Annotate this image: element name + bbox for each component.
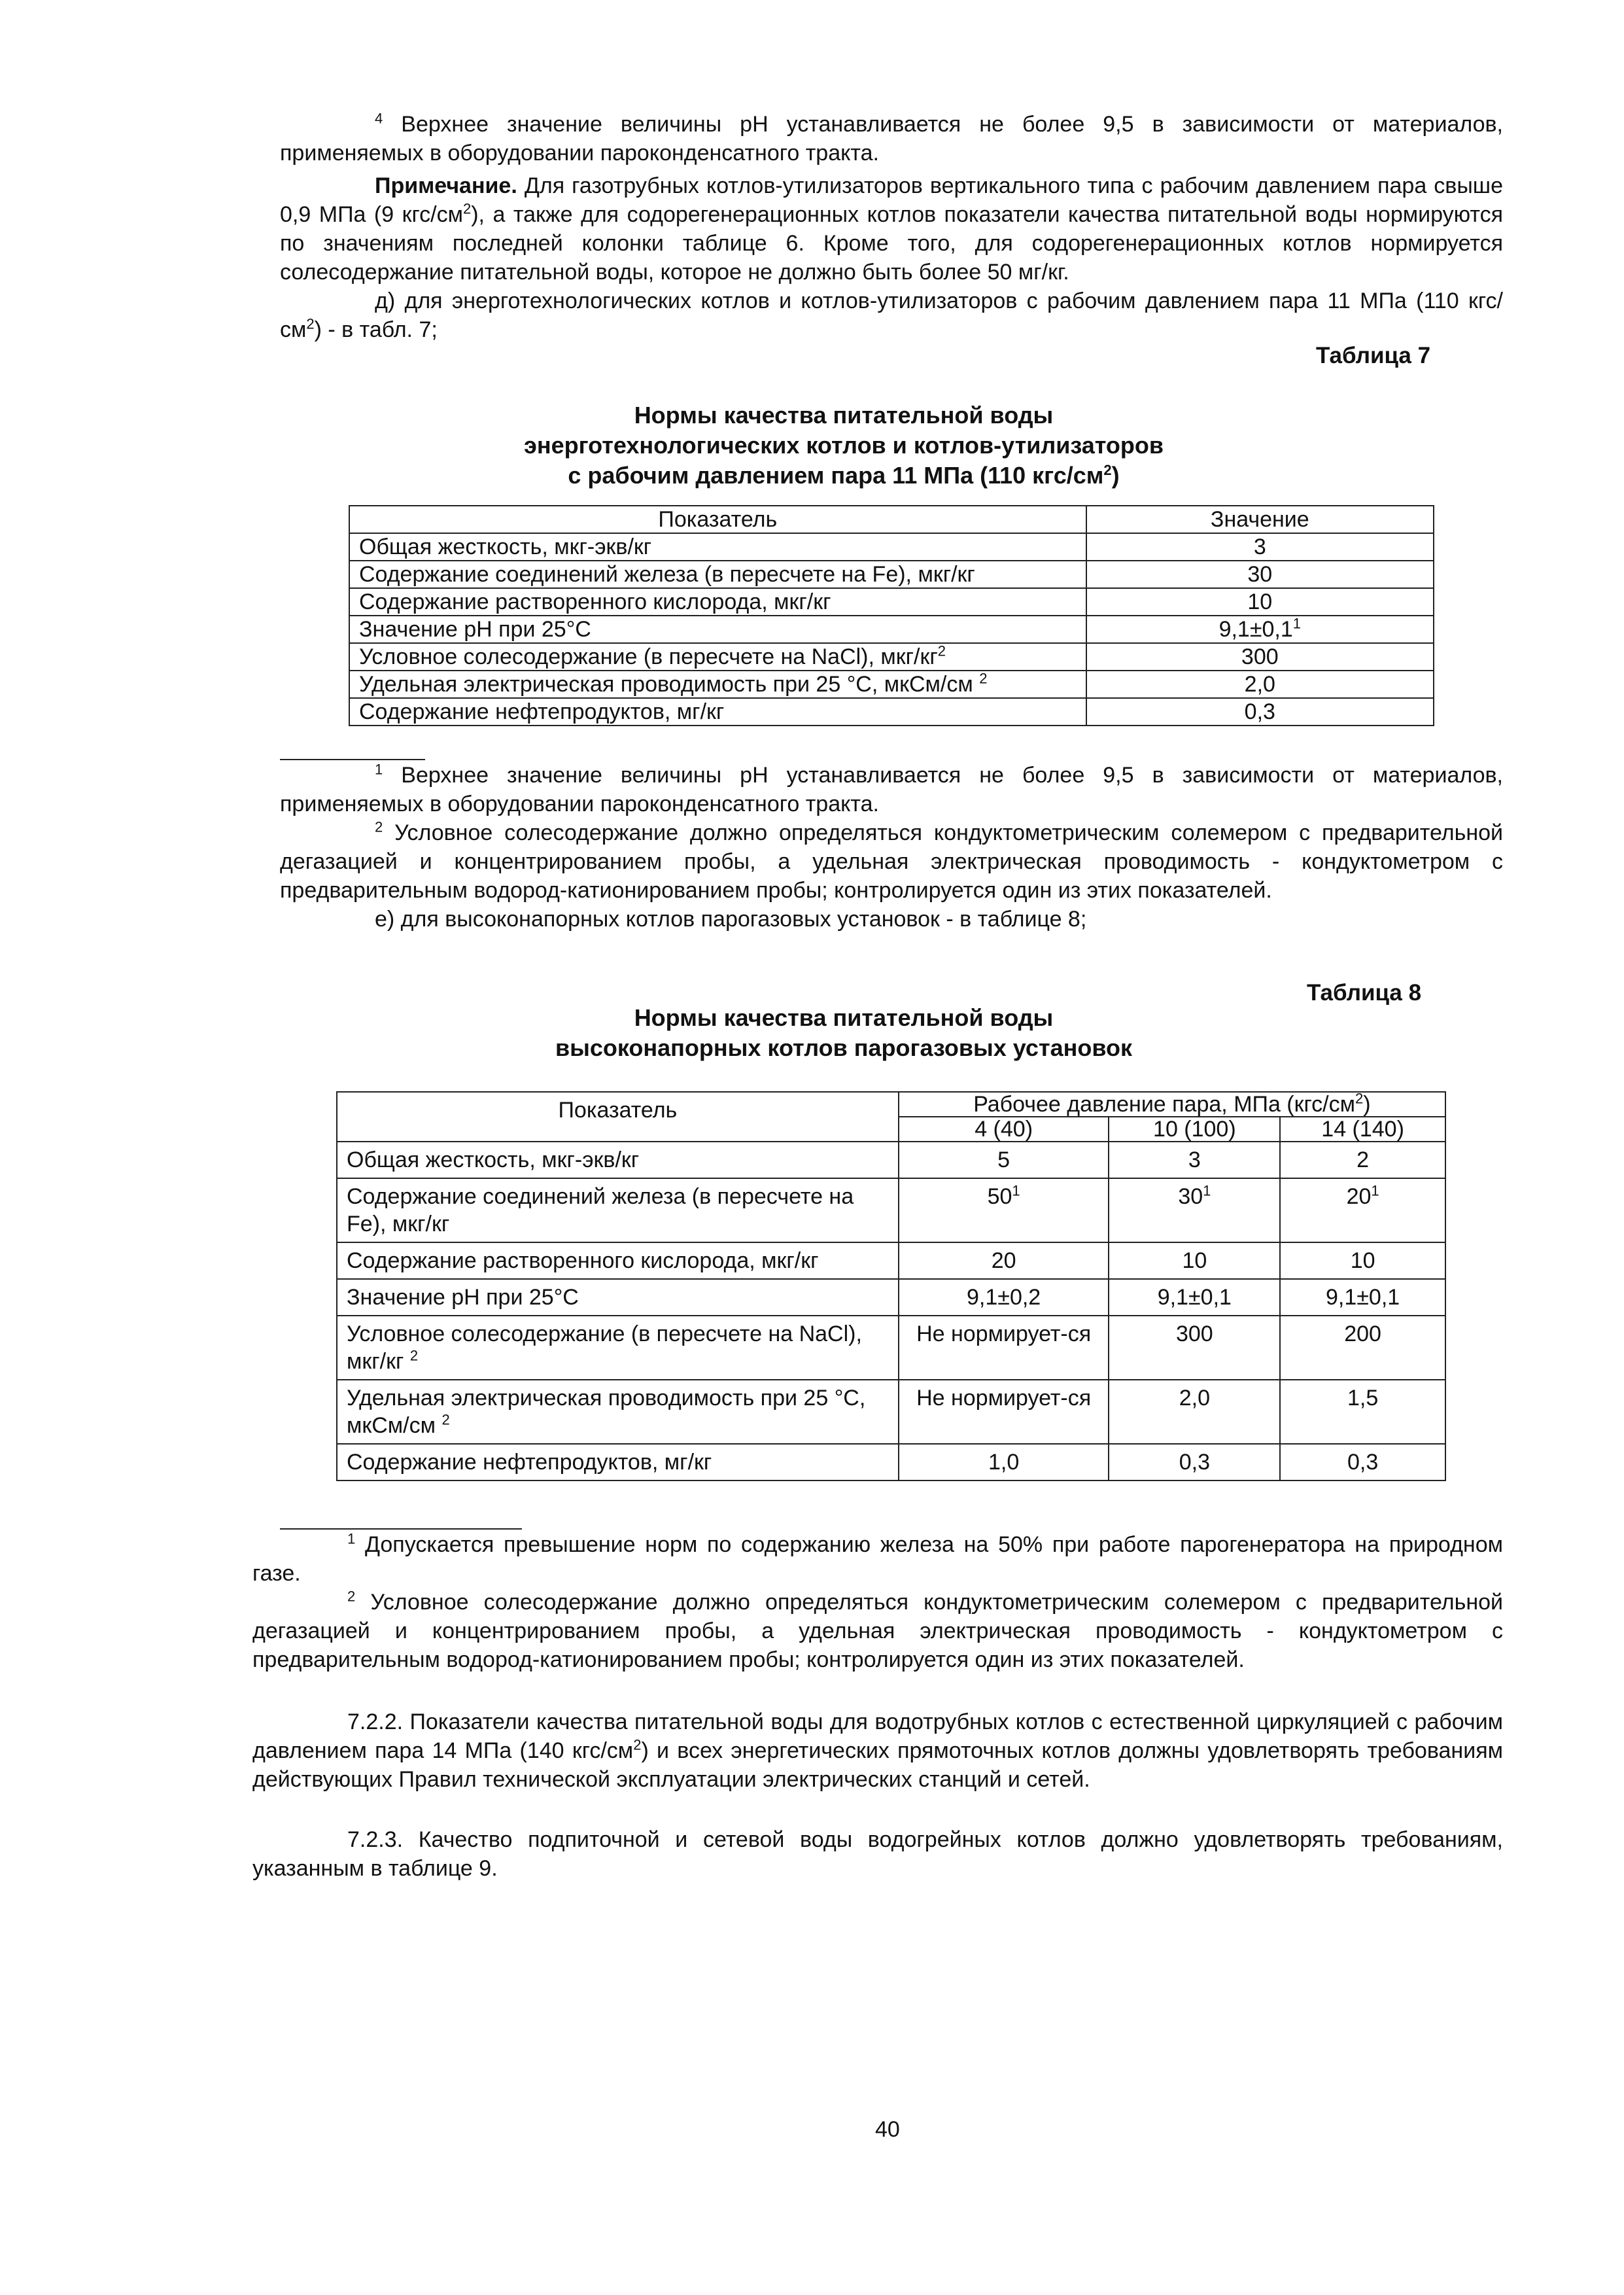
table7-footnote1-mark: 1: [375, 761, 383, 778]
table-row: [349, 671, 1434, 698]
table8-footnote1-mark: 1: [347, 1530, 356, 1547]
table8-footnote-rule: [280, 1528, 522, 1530]
table8-pressure-3: 14 (140): [1280, 1117, 1445, 1142]
table7-value-cell-sup: 1: [1292, 615, 1302, 632]
table8-value-cell-text: 9,1±0,1: [1157, 1285, 1232, 1310]
table7: [349, 505, 1434, 726]
table7-header-value: Значение: [1086, 506, 1434, 533]
paragraph-7-2-2: [252, 1708, 1503, 1794]
table-row: [337, 1178, 1445, 1242]
table7-param-cell: [349, 643, 1086, 671]
table8-header-group-text: Рабочее давление пара, МПа (кгс/см: [973, 1092, 1355, 1117]
table8-param-cell: [337, 1178, 899, 1242]
table7-param-cell-text: Содержание нефтепродуктов, мг/кг: [359, 699, 725, 724]
table7-title-line1: Нормы качества питательной воды: [634, 402, 1054, 429]
table-row: [349, 616, 1434, 643]
note-sup: 2: [462, 200, 472, 217]
table7-title-line3-text: с рабочим давлением пара 11 МПа (110 кгс/см: [568, 462, 1104, 489]
table7-title: [458, 400, 1230, 491]
table8-footnote1: Допускается превышение норм по содержанию железа на 50% при работе парогенератора на природном газе.: [252, 1532, 1503, 1586]
table7-value-cell: [1086, 588, 1434, 616]
table7-value-cell-text: 2,0: [1244, 672, 1275, 697]
table8-value-cell-text: 10: [1182, 1248, 1207, 1273]
table7-value-cell-text: 9,1±0,1: [1218, 617, 1293, 642]
table8-header-row: [337, 1092, 1445, 1117]
table8-param-cell: [337, 1142, 899, 1178]
table8-header-group-end: ): [1363, 1092, 1371, 1117]
table8-value-cell: [1109, 1316, 1280, 1380]
table7-footnotes: [280, 761, 1503, 934]
table8-value-cell-text: 2,0: [1179, 1386, 1210, 1410]
table7-param-cell: [349, 561, 1086, 588]
table8-value-cell: [1109, 1279, 1280, 1316]
table7-title-line2: энерготехнологических котлов и котлов-утилизаторов: [523, 432, 1164, 459]
table7-value-cell-text: 10: [1247, 589, 1273, 614]
item-d-paragraph: [280, 287, 1503, 344]
table8-footnote2: Условное солесодержание должно определяться кондуктометрическим солемером с предварительной дегазацией и концентрированием пробы, а удельная электрическая проводимость - кондуктометром с предварительным водород-катионированием пробы; контролируется один из этих показателей.: [252, 1590, 1504, 1672]
table7-header-row: [349, 506, 1434, 533]
table7-param-cell: [349, 616, 1086, 643]
table8-param-cell-text: Общая жесткость, мкг-экв/кг: [347, 1148, 640, 1172]
table8-value-cell: [899, 1178, 1109, 1242]
paragraph-7-2-3-text: 7.2.3. Качество подпиточной и сетевой воды водогрейных котлов должно удовлетворять требованиям, указанным в таблице 9.: [252, 1827, 1503, 1881]
paragraph-7-2-2-text: 7.2.2. Показатели качества питательной воды для водотрубных котлов с естественной циркуляцией с рабочим давлением пара 14 МПа (140 кгс/см: [252, 1709, 1503, 1763]
table8-value-cell: [1280, 1316, 1445, 1380]
table8-value-cell: [899, 1242, 1109, 1279]
table8-param-cell-text: Содержание нефтепродуктов, мг/кг: [347, 1450, 712, 1475]
table-row: [349, 643, 1434, 671]
table8-value-cell: [899, 1380, 1109, 1444]
table7-value-cell: [1086, 533, 1434, 561]
table8-value-cell: [899, 1142, 1109, 1178]
table8-value-cell-text: Не нормирует-ся: [916, 1386, 1092, 1410]
table8-title-line2: высоконапорных котлов парогазовых установок: [555, 1034, 1133, 1061]
table8-value-cell-text: 20: [1346, 1184, 1372, 1209]
item-d-text: д) для энерготехнологических котлов и котлов-утилизаторов с рабочим давлением пара 11 МПа (110 кгс/см: [280, 289, 1503, 342]
table7-footnote1: Верхнее значение величины pH устанавливается не более 9,5 в зависимости от материалов, применяемых в оборудовании пароконденсатного тракта.: [280, 763, 1503, 816]
table8-value-cell: [1280, 1380, 1445, 1444]
table7-param-cell: [349, 698, 1086, 726]
table8-value-cell-text: 0,3: [1347, 1450, 1379, 1475]
item-d-sup: 2: [306, 315, 315, 332]
table8: [336, 1091, 1446, 1481]
table8-param-cell: [337, 1444, 899, 1480]
table-row: [337, 1316, 1445, 1380]
table8-value-cell-sup: 1: [1203, 1182, 1211, 1199]
table8-value-cell-text: 30: [1178, 1184, 1203, 1209]
table8-value-cell: [899, 1444, 1109, 1480]
table8-param-cell-text: Содержание соединений железа (в пересчете на Fe), мкг/кг: [347, 1184, 854, 1236]
table-row: [337, 1279, 1445, 1316]
table7-value-cell-text: 30: [1247, 562, 1273, 587]
table7-value-cell-text: 0,3: [1244, 699, 1275, 724]
table8-param-cell-text: Условное солесодержание (в пересчете на NaCl), мкг/кг: [347, 1322, 862, 1374]
table7-param-cell: [349, 588, 1086, 616]
table7-caption: Таблица 7: [1316, 343, 1431, 368]
table8-value-cell-text: 1,5: [1347, 1386, 1379, 1410]
table8-value-cell-text: 200: [1344, 1322, 1381, 1346]
table8-value-cell-text: 1,0: [988, 1450, 1020, 1475]
table7-param-cell-text: Общая жесткость, мкг-экв/кг: [359, 534, 652, 559]
table8-value-cell: [1109, 1142, 1280, 1178]
note-text-end: ), а также для содорегенерационных котлов показатели качества питательной воды нормируются по значениям последней колонки таблице 6. Кроме того, для содорегенерационных котлов нормируется солесодержание питательной воды, которое не должно быть более 50 мг/кг.: [280, 202, 1503, 285]
table7-param-cell-text: Удельная электрическая проводимость при 25 °С, мкСм/см: [359, 672, 980, 697]
table8-value-cell: [1280, 1444, 1445, 1480]
table8-footnote2-mark: 2: [347, 1588, 356, 1605]
table8-value-cell: [1280, 1178, 1445, 1242]
table8-param-cell-sup: 2: [409, 1347, 419, 1364]
table8-param-cell-text: Удельная электрическая проводимость при 25 °С, мкСм/см: [347, 1386, 866, 1438]
table7-param-cell-text: Содержание растворенного кислорода, мкг/кг: [359, 589, 831, 614]
table-row: [349, 588, 1434, 616]
table8-value-cell: [1280, 1279, 1445, 1316]
table8-value-cell-text: 20: [991, 1248, 1016, 1273]
table-row: [349, 533, 1434, 561]
table8-value-cell-text: 300: [1175, 1322, 1213, 1346]
table7-title-line3: [458, 461, 1230, 491]
table7-param-cell-sup: 2: [979, 670, 988, 687]
table7-value-cell: [1086, 616, 1434, 643]
table8-header-param: Показатель: [337, 1092, 899, 1142]
table7-header-param: Показатель: [349, 506, 1086, 533]
table8-value-cell: [899, 1279, 1109, 1316]
table8-header-group: [899, 1092, 1445, 1117]
table8-value-cell-text: 10: [1350, 1248, 1375, 1273]
table8-caption: Таблица 8: [1307, 980, 1422, 1006]
footnote-text: Верхнее значение величины pH устанавливается не более 9,5 в зависимости от материалов, применяемых в оборудовании пароконденсатного тракта.: [280, 112, 1503, 166]
table8-title-line1: Нормы качества питательной воды: [634, 1004, 1054, 1031]
table8-param-cell-text: Содержание растворенного кислорода, мкг/кг: [347, 1248, 819, 1273]
table8-value-cell-sup: 1: [1012, 1182, 1020, 1199]
paragraph-7-2-3: [252, 1825, 1503, 1883]
table-row: [337, 1380, 1445, 1444]
table7-title-end: ): [1111, 462, 1120, 489]
table7-param-cell-text: Условное солесодержание (в пересчете на NaCl), мкг/кг: [359, 644, 938, 669]
table8-value-cell-text: 2: [1356, 1148, 1370, 1172]
table8-param-cell-text: Значение pH при 25°С: [347, 1285, 579, 1310]
table7-title-sup: 2: [1103, 462, 1112, 478]
table8-pressure-1: 4 (40): [899, 1117, 1109, 1142]
table7-param-cell: [349, 671, 1086, 698]
table7-param-cell-text: Содержание соединений железа (в пересчете на Fe), мкг/кг: [359, 562, 975, 587]
table8-title: [497, 1003, 1190, 1063]
table-row: [337, 1242, 1445, 1279]
table7-param-cell-sup: 2: [937, 642, 946, 659]
table7-footnote-rule: [280, 759, 425, 760]
table8-footnotes: [252, 1530, 1503, 1674]
table8-pressure-2: 10 (100): [1109, 1117, 1280, 1142]
table-row: [349, 698, 1434, 726]
table7-value-cell-text: 300: [1241, 644, 1279, 669]
table8-value-cell-text: 3: [1188, 1148, 1201, 1172]
table8-value-cell: [1109, 1380, 1280, 1444]
table8-body: [337, 1142, 1445, 1480]
table-row: [349, 561, 1434, 588]
item-e-paragraph: е) для высоконапорных котлов парогазовых установок - в таблице 8;: [375, 907, 1087, 932]
table8-value-cell-text: Не нормирует-ся: [916, 1322, 1092, 1346]
table7-footnote2-mark: 2: [375, 818, 383, 835]
table8-value-cell-text: 9,1±0,1: [1326, 1285, 1400, 1310]
note-paragraph: [280, 171, 1503, 287]
footnote-mark: 4: [375, 110, 383, 127]
table7-value-cell: [1086, 561, 1434, 588]
table7-value-cell: [1086, 671, 1434, 698]
table8-param-cell: [337, 1279, 899, 1316]
table8-value-cell: [1109, 1178, 1280, 1242]
table8-param-cell: [337, 1242, 899, 1279]
note-label: Примечание.: [375, 173, 517, 198]
table7-param-cell-text: Значение pH при 25°С: [359, 617, 591, 642]
paragraph-7-2-2-text-end: ) и всех энергетических прямоточных котлов должны удовлетворять требованиям действующих Правил технической эксплуатации электрических станций и сетей.: [252, 1738, 1503, 1792]
table8-param-cell-sup: 2: [441, 1411, 450, 1428]
note-text: Для газотрубных котлов-утилизаторов вертикального типа с рабочим давлением пара свыше 0,9 МПа (9 кгс/см: [280, 173, 1503, 227]
table8-value-cell: [1280, 1242, 1445, 1279]
item-d-text-end: ) - в табл. 7;: [314, 317, 438, 342]
table8-value-cell: [1280, 1142, 1445, 1178]
table7-value-cell: [1086, 643, 1434, 671]
table7-param-cell: [349, 533, 1086, 561]
table8-value-cell: [1109, 1242, 1280, 1279]
table-row: [337, 1444, 1445, 1480]
table8-header-group-sup: 2: [1355, 1090, 1364, 1107]
table8-value-cell-text: 50: [987, 1184, 1012, 1209]
table8-value-cell: [1109, 1444, 1280, 1480]
table7-value-cell-text: 3: [1253, 534, 1266, 559]
table7-value-cell: [1086, 698, 1434, 726]
table7-footnote2: Условное солесодержание должно определяться кондуктометрическим солемером с предварительной дегазацией и концентрированием пробы, а удельная электрическая проводимость - кондуктометром с предварительным водород-катионированием пробы; контролируется один из этих показателей.: [280, 820, 1504, 903]
table8-value-cell-text: 0,3: [1179, 1450, 1210, 1475]
table8-value-cell: [899, 1316, 1109, 1380]
table8-value-cell-text: 5: [997, 1148, 1011, 1172]
paragraph-7-2-2-sup: 2: [633, 1736, 642, 1753]
table8-param-cell: [337, 1380, 899, 1444]
table7-body: [349, 533, 1434, 726]
table8-param-cell: [337, 1316, 899, 1380]
top-footnote: [280, 110, 1503, 167]
page-number: 40: [875, 2117, 900, 2142]
table-row: [337, 1142, 1445, 1178]
table8-value-cell-sup: 1: [1371, 1182, 1379, 1199]
table8-value-cell-text: 9,1±0,2: [967, 1285, 1041, 1310]
